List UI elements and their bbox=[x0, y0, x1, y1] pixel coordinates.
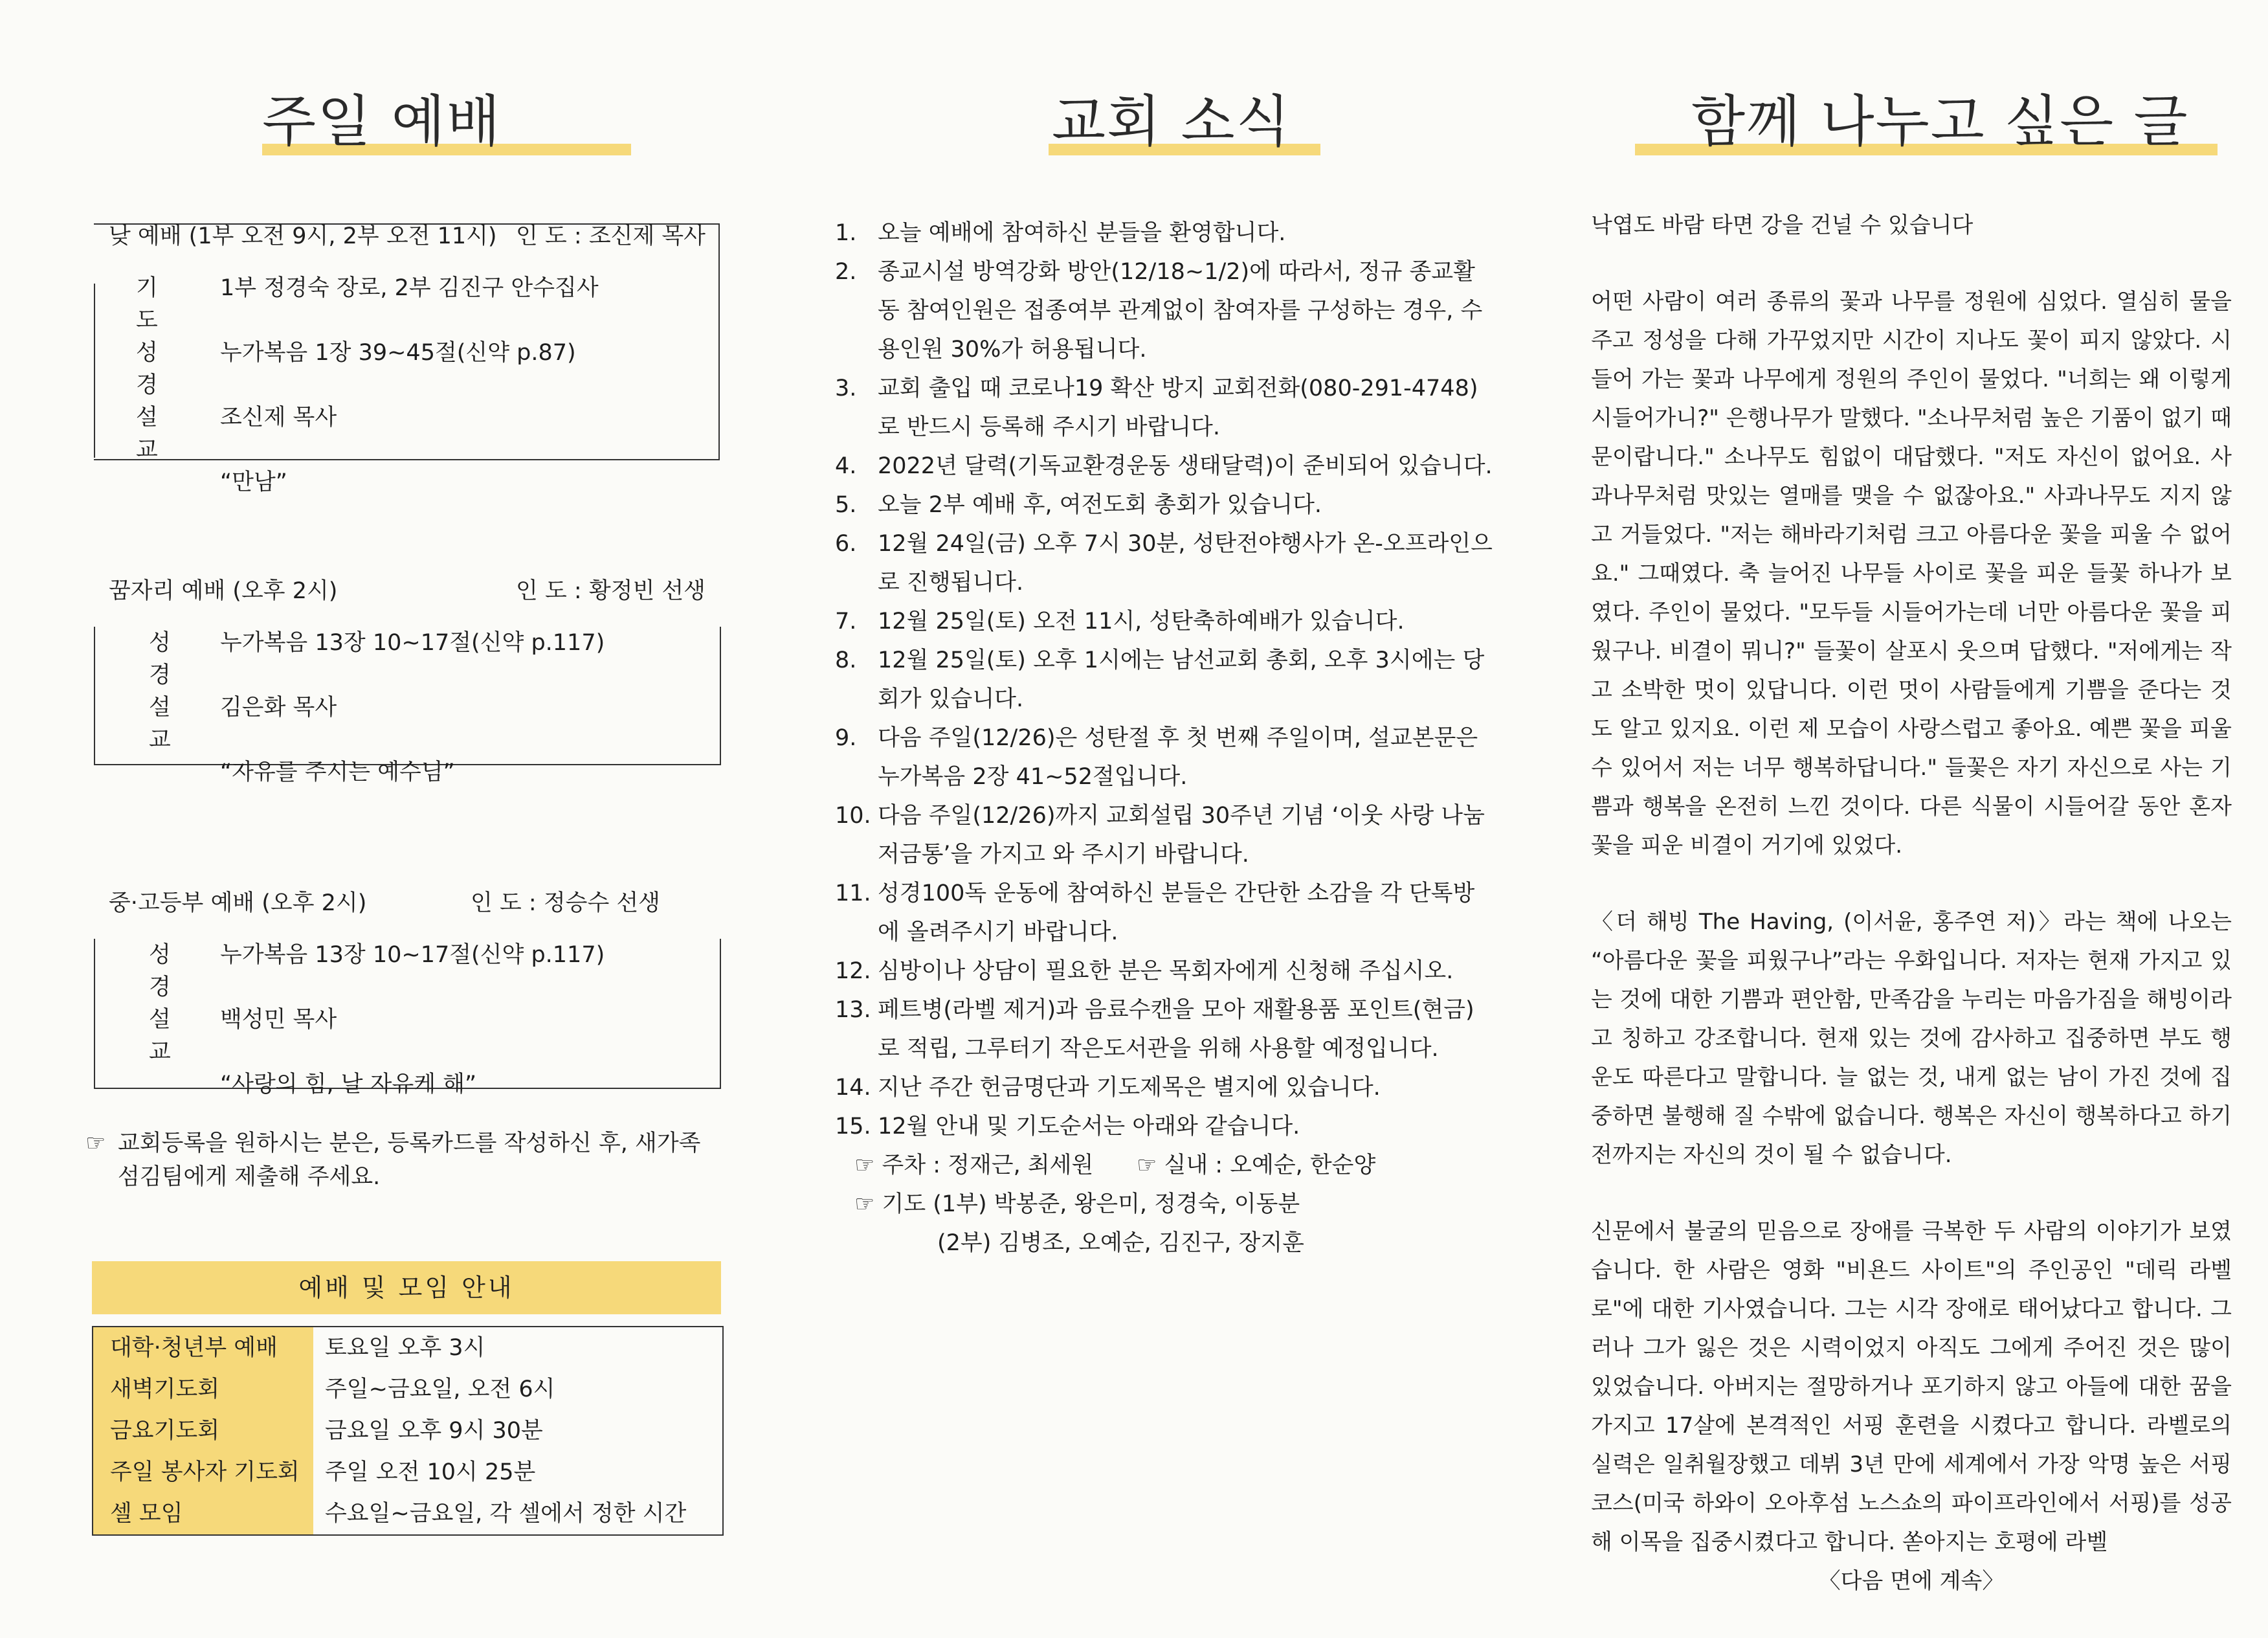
schedule-table bbox=[92, 1326, 724, 1536]
service-block-main bbox=[84, 219, 725, 499]
essay-paragraph: 〈더 해빙 The Having, (이서윤, 홍주연 저)〉라는 책에 나오는 “아름다운 꽃을 피웠구나”라는 우화입니다. 저자는 현재 가지고 있는 것에 대한 기쁨과 편안함, 만족감을 누리는 마음가짐을 해빙이라고 칭하고 강조합니다. 현재 있는 것에 감사하고 집중하면 부도 행운도 따른다고 말합니다. 늘 없는 것, 내게 없는 남이 가진 것에 집중하면 불행해 질 수밖에 없습니다. 행복은 자신이 행복하다고 하기 전까지는 자신의 것이 될 수 없습니다. bbox=[1591, 909, 2232, 1168]
row-label: 성 경 bbox=[149, 942, 185, 1000]
item-text: 2022년 달력(기독교환경운동 생태달력)이 준비되어 있습니다. bbox=[878, 453, 1493, 479]
item-number: 8. bbox=[835, 647, 857, 673]
row-value: 누가복음 1장 39~45절(신약 p.87) bbox=[220, 340, 576, 366]
sermon-title: “자유를 주시는 예수님” bbox=[220, 759, 455, 785]
row-value: 김은화 목사 bbox=[220, 695, 337, 721]
list-item bbox=[835, 369, 1495, 447]
news-list bbox=[835, 214, 1495, 1262]
service-leader: 인 도 : 조신제 목사 bbox=[516, 223, 706, 249]
duty-prayer-2: (2부) 김병조, 오예순, 김진구, 장지훈 bbox=[937, 1230, 1304, 1256]
row-value: 누가복음 13장 10~17절(신약 p.117) bbox=[220, 942, 605, 968]
row-label: 성 경 bbox=[149, 630, 185, 688]
item-text: 교회 출입 때 코로나19 확산 방지 교회전화(080-291-4748)로 반드시 등록해 주시기 바랍니다. bbox=[878, 376, 1478, 440]
essay-column bbox=[1591, 0, 2232, 1594]
row-label bbox=[84, 1068, 220, 1101]
schedule-key: 대학·청년부 예배 bbox=[93, 1327, 313, 1369]
schedule-key: 셀 모임 bbox=[93, 1493, 313, 1534]
schedule-value: 금요일 오후 9시 30분 bbox=[325, 1418, 543, 1444]
item-text: 다음 주일(12/26)까지 교회설립 30주년 기념 ‘이웃 사랑 나눔 저금통’을 가지고 와 주시기 바랍니다. bbox=[878, 803, 1485, 868]
item-number: 10. bbox=[835, 803, 871, 829]
row-label bbox=[84, 466, 220, 499]
list-item bbox=[835, 486, 1495, 524]
service-block-kids bbox=[84, 575, 725, 789]
item-text: 심방이나 상담이 필요한 분은 목회자에게 신청해 주십시오. bbox=[878, 958, 1454, 984]
list-item bbox=[835, 641, 1495, 719]
list-item bbox=[835, 1068, 1495, 1107]
worship-column bbox=[84, 0, 725, 1527]
schedule-value: 주일~금요일, 오전 6시 bbox=[325, 1376, 555, 1402]
item-number: 14. bbox=[835, 1075, 871, 1101]
item-number: 6. bbox=[835, 531, 857, 557]
duty-prayer-1: ☞ 기도 (1부) 박봉준, 왕은미, 정경숙, 이동분 bbox=[854, 1191, 1300, 1217]
service-title: 중·고등부 예배 (오후 2시) bbox=[109, 890, 367, 916]
news-heading bbox=[835, 0, 1495, 162]
item-number: 15. bbox=[835, 1114, 871, 1139]
row-label: 설 교 bbox=[136, 405, 172, 463]
item-text: 페트병(라벨 제거)과 음료수캔을 모아 재활용품 포인트(현금)로 적립, 그루터기 작은도서관을 위해 사용할 예정입니다. bbox=[878, 997, 1474, 1062]
row-value: 누가복음 13장 10~17절(신약 p.117) bbox=[220, 630, 605, 656]
row-label bbox=[84, 756, 220, 789]
news-column bbox=[835, 0, 1495, 1256]
list-item bbox=[835, 214, 1495, 252]
item-number: 5. bbox=[835, 492, 857, 518]
item-text: 오늘 2부 예배 후, 여전도회 총회가 있습니다. bbox=[878, 492, 1322, 518]
worship-heading bbox=[84, 0, 725, 162]
item-number: 3. bbox=[835, 376, 857, 401]
essay-body bbox=[1591, 206, 2232, 1638]
service-header bbox=[84, 219, 725, 252]
item-text: 오늘 예배에 참여하신 분들을 환영합니다. bbox=[878, 220, 1286, 246]
row-label: 설 교 bbox=[149, 1007, 185, 1065]
pointing-hand-icon: ☞ bbox=[85, 1130, 106, 1156]
note-text: 교회등록을 원하시는 분은, 등록카드를 작성하신 후, 새가족 섬김팀에게 제출해 주세요. bbox=[118, 1130, 701, 1190]
registration-note bbox=[84, 1127, 725, 1194]
item-text: 다음 주일(12/26)은 성탄절 후 첫 번째 주일이며, 설교본문은 누가복음 2장 41~52절입니다. bbox=[878, 725, 1478, 790]
row-value: 1부 정경숙 장로, 2부 김진구 안수집사 bbox=[220, 275, 599, 301]
sermon-title: “사랑의 힘, 날 자유케 해” bbox=[220, 1071, 477, 1097]
service-leader: 인 도 : 황정빈 선생 bbox=[516, 578, 706, 604]
service-title: 꿈자리 예배 (오후 2시) bbox=[109, 578, 338, 604]
row-label: 성 경 bbox=[136, 340, 172, 398]
table-row bbox=[93, 1410, 722, 1452]
worship-title: 주일 예배 bbox=[262, 89, 502, 154]
row-label: 설 교 bbox=[149, 695, 185, 753]
duty-parking-interior: ☞ 주차 : 정재근, 최세원 ☞ 실내 : 오예순, 한순양 bbox=[854, 1152, 1376, 1178]
item-number: 7. bbox=[835, 609, 857, 634]
service-header bbox=[84, 575, 725, 607]
item-number: 12. bbox=[835, 958, 871, 984]
list-item bbox=[835, 719, 1495, 796]
item-text: 12월 25일(토) 오전 11시, 성탄축하예배가 있습니다. bbox=[878, 609, 1405, 634]
item-number: 11. bbox=[835, 881, 871, 906]
schedule-key: 새벽기도회 bbox=[93, 1369, 313, 1410]
news-title: 교회 소식 bbox=[1052, 89, 1291, 154]
list-item bbox=[835, 952, 1495, 991]
item-text: 12월 안내 및 기도순서는 아래와 같습니다. bbox=[878, 1114, 1300, 1139]
item-text: 성경100독 운동에 참여하신 분들은 간단한 소감을 각 단톡방에 올려주시기 바랍니다. bbox=[878, 881, 1475, 945]
item-number: 4. bbox=[835, 453, 857, 479]
item-number: 2. bbox=[835, 259, 857, 285]
item-number: 9. bbox=[835, 725, 857, 751]
table-row bbox=[93, 1493, 722, 1534]
table-row bbox=[93, 1369, 722, 1410]
list-item bbox=[835, 602, 1495, 641]
service-block-youth bbox=[84, 887, 725, 1101]
list-item bbox=[835, 524, 1495, 602]
service-leader: 인 도 : 정승수 선생 bbox=[471, 890, 660, 916]
row-value: 조신제 목사 bbox=[220, 405, 337, 431]
service-title: 낮 예배 (1부 오전 9시, 2부 오전 11시) bbox=[109, 223, 497, 249]
list-item bbox=[835, 796, 1495, 874]
table-row bbox=[93, 1452, 722, 1493]
list-item bbox=[835, 1107, 1495, 1146]
item-number: 13. bbox=[835, 997, 871, 1023]
list-item bbox=[835, 252, 1495, 369]
sermon-title: “만남” bbox=[220, 469, 287, 495]
schedule-title: 예배 및 모임 안내 bbox=[92, 1261, 721, 1314]
schedule-key: 금요기도회 bbox=[93, 1410, 313, 1452]
schedule-key: 주일 봉사자 기도회 bbox=[93, 1452, 313, 1493]
schedule-value: 주일 오전 10시 25분 bbox=[325, 1459, 536, 1485]
essay-title: 낙엽도 바람 타면 강을 건널 수 있습니다 bbox=[1591, 212, 1973, 238]
essay-paragraph: 어떤 사람이 여러 종류의 꽃과 나무를 정원에 심었다. 열심히 물을 주고 정성을 다해 가꾸었지만 시간이 지나도 꽃이 피지 않았다. 시들어 가는 꽃과 나무에게 정원의 주인이 물었다. "너희는 왜 이렇게 시들어가니?" 은행나무가 말했다. "소나무처럼 높은 기품이 없기 때문이랍니다." 소나무도 힘없이 대답했다. "저도 자신이 없어요. 사과나무처럼 맛있는 열매를 맺을 수 없잖아요." 사과나무도 지지 않고 거들었다. "저는 해바라기처럼 크고 아름다운 꽃을 피울 수 없어요." 그때였다. 축 늘어진 나무들 사이로 꽃을 피운 들꽃 하나가 보였다. 주인이 물었다. "모두들 시들어가는데 너만 아름다운 꽃을 피웠구나. 비결이 뭐니?" 들꽃이 살포시 웃으며 답했다. "저에게는 작고 소박한 멋이 있답니다. 이런 멋이 사람들에게 기쁨을 준다는 것도 알고 있지요. 이런 제 모습이 사랑스럽고 좋아요. 예쁜 꽃을 피울 수 있어서 저는 너무 행복하답니다." 들꽃은 자기 자신으로 사는 기쁨과 행복을 온전히 느낀 것이다. 다른 식물이 시들어갈 동안 혼자 꽃을 피운 비결이 거기에 있었다. bbox=[1591, 289, 2232, 858]
list-item bbox=[835, 874, 1495, 952]
continued-note: 〈다음 면에 계속〉 bbox=[1818, 1568, 2005, 1594]
item-text: 12월 24일(금) 오후 7시 30분, 성탄전야행사가 온-오프라인으로 진행됩니다. bbox=[878, 531, 1493, 596]
schedule-value: 토요일 오후 3시 bbox=[325, 1335, 485, 1361]
row-value: 백성민 목사 bbox=[220, 1007, 337, 1033]
schedule-value: 수요일~금요일, 각 셀에서 정한 시간 bbox=[325, 1501, 687, 1527]
list-item bbox=[835, 447, 1495, 486]
essay-heading-title: 함께 나누고 싶은 글 bbox=[1691, 89, 2189, 154]
list-item bbox=[835, 991, 1495, 1068]
row-label: 기 도 bbox=[136, 275, 172, 333]
item-text: 12월 25일(토) 오후 1시에는 남선교회 총회, 오후 3시에는 당회가 있습니다. bbox=[878, 647, 1485, 712]
item-number: 1. bbox=[835, 220, 857, 246]
essay-paragraph: 신문에서 불굴의 믿음으로 장애를 극복한 두 사람의 이야기가 보였습니다. 한 사람은 영화 "비욘드 사이트"의 주인공인 "데릭 라벨로"에 대한 기사였습니다. 그는 시각 장애로 태어났다고 합니다. 그러나 그가 잃은 것은 시력이었지 아직도 그에게 주어진 것은 많이 있었습니다. 아버지는 절망하거나 포기하지 않고 아들에 대한 꿈을 가지고 17살에 본격적인 서핑 훈련을 시켰다고 합니다. 라벨로의 실력은 일취월장했고 데뷔 3년 만에 세계에서 가장 악명 높은 서핑 코스(미국 하와이 오아후섬 노스쇼의 파이프라인에서 서핑)를 성공해 이목을 집중시켰다고 합니다. 쏟아지는 호평에 라벨 bbox=[1591, 1218, 2232, 1555]
item-text: 종교시설 방역강화 방안(12/18~1/2)에 따라서, 정규 종교활동 참여인원은 접종여부 관계없이 참여자를 구성하는 경우, 수용인원 30%가 허용됩니다. bbox=[878, 259, 1483, 363]
item-text: 지난 주간 헌금명단과 기도제목은 별지에 있습니다. bbox=[878, 1075, 1381, 1101]
essay-heading bbox=[1591, 0, 2232, 162]
service-header bbox=[84, 887, 725, 919]
table-row bbox=[93, 1327, 722, 1369]
